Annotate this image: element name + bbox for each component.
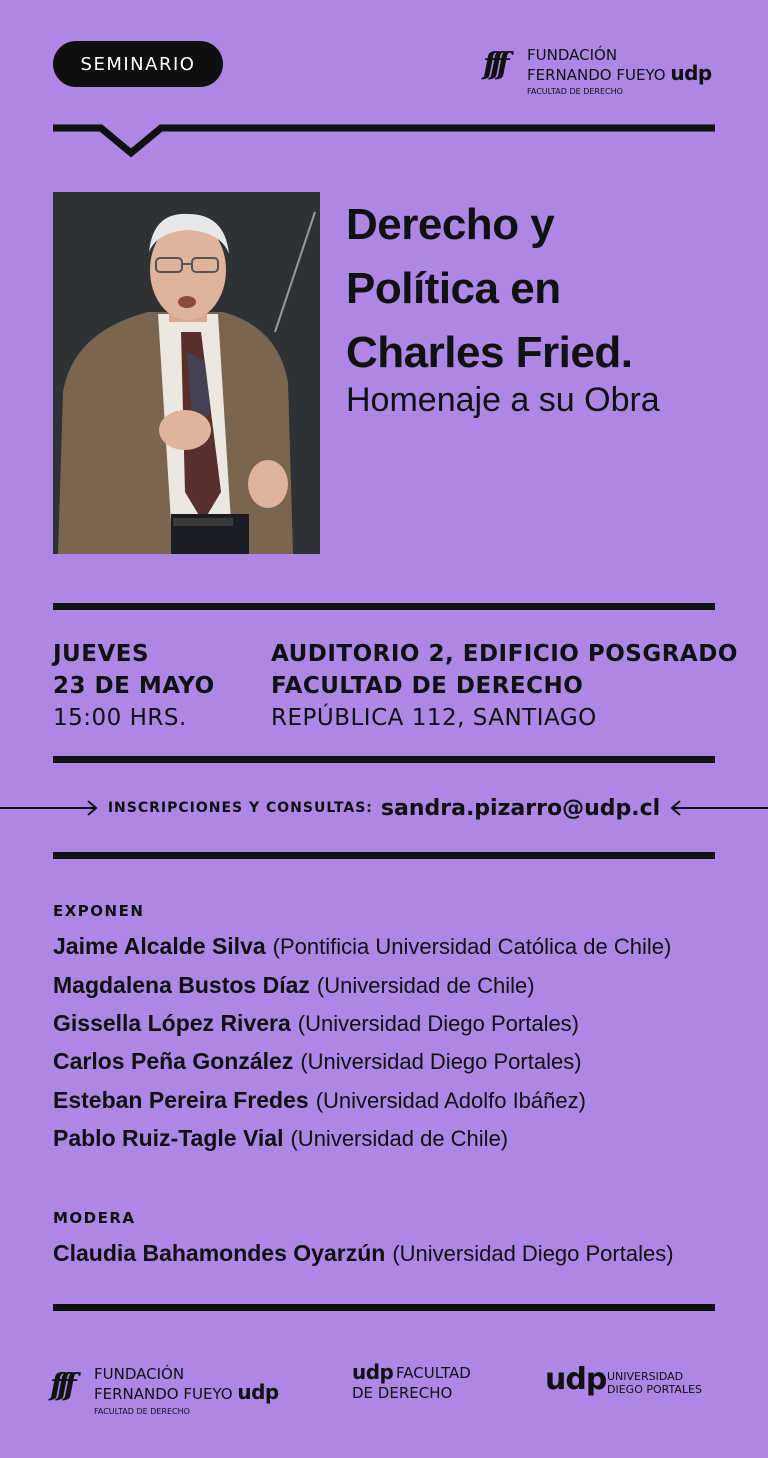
universidad-udp-wordmark: udp <box>545 1362 607 1397</box>
speaker-row <box>53 1048 582 1075</box>
fff-logo-mark: fff <box>483 47 504 82</box>
speaker-affiliation: (Universidad de Chile) <box>316 973 535 998</box>
speaker-row <box>53 972 535 999</box>
event-date: 23 DE MAYO <box>53 673 215 699</box>
divider-3 <box>53 852 715 859</box>
venue-address: REPÚBLICA 112, SANTIAGO <box>271 705 597 731</box>
title-line-3: Charles Fried. <box>346 328 633 377</box>
title-line-1: Derecho y <box>346 200 555 249</box>
event-datetime <box>53 638 215 734</box>
udp-wordmark: udp <box>670 61 712 85</box>
speakers-label: EXPONEN <box>53 902 145 920</box>
event-subtitle: Homenaje a su Obra <box>346 381 660 419</box>
event-day: JUEVES <box>53 641 150 667</box>
venue-line-2: FACULTAD DE DERECHO <box>271 673 584 699</box>
speaker-row <box>53 1125 508 1152</box>
speaker-name: Gissella López Rivera <box>53 1010 291 1036</box>
event-venue <box>271 638 738 734</box>
speaker-affiliation: (Universidad de Chile) <box>290 1126 509 1151</box>
speaker-row <box>53 933 671 960</box>
contact-row <box>0 790 768 826</box>
footer-logo-facultad <box>352 1362 492 1402</box>
speaker-name: Jaime Alcalde Silva <box>53 933 266 959</box>
speaker-name: Carlos Peña González <box>53 1048 294 1074</box>
moderator-row <box>53 1240 674 1267</box>
footer-logo-subline: FACULTAD DE DERECHO <box>94 1407 190 1416</box>
divider-2 <box>53 756 715 763</box>
moderator-label: MODERA <box>53 1209 136 1227</box>
speaker-name: Pablo Ruiz-Tagle Vial <box>53 1125 284 1151</box>
venue-line-1: AUDITORIO 2, EDIFICIO POSGRADO <box>271 641 738 667</box>
footer-logo-line-2-text: FERNANDO FUEYO <box>94 1385 233 1403</box>
footer-udp-wordmark: udp <box>237 1380 279 1404</box>
universidad-line-1: UNIVERSIDAD <box>607 1370 684 1383</box>
speaker-affiliation: (Pontificia Universidad Católica de Chile) <box>272 934 672 959</box>
logo-line-1: FUNDACIÓN <box>527 46 618 64</box>
speaker-name: Esteban Pereira Fredes <box>53 1087 309 1113</box>
speaker-affiliation: (Universidad Adolfo Ibáñez) <box>315 1088 586 1113</box>
footer-logo-line-2 <box>94 1380 279 1404</box>
footer-fff-mark: fff <box>50 1368 71 1403</box>
facultad-line-1: FACULTAD <box>396 1364 471 1382</box>
logo-line-2 <box>527 61 712 85</box>
seminar-tag: SEMINARIO <box>53 41 223 87</box>
universidad-line-2: DIEGO PORTALES <box>607 1383 702 1396</box>
speaker-affiliation: (Universidad Diego Portales) <box>297 1011 580 1036</box>
speaker-photo <box>53 192 320 554</box>
footer-logo-universidad <box>545 1364 725 1404</box>
facultad-udp-wordmark: udp <box>352 1360 394 1384</box>
speaker-name: Magdalena Bustos Díaz <box>53 972 310 998</box>
speaker-row <box>53 1010 579 1037</box>
event-title <box>346 193 746 385</box>
title-line-2: Política en <box>346 264 561 313</box>
facultad-line-2: DE DERECHO <box>352 1384 453 1402</box>
footer-logo-line-1: FUNDACIÓN <box>94 1365 185 1383</box>
speaker-row <box>53 1087 586 1114</box>
divider-4 <box>53 1304 715 1311</box>
speaker-affiliation: (Universidad Diego Portales) <box>300 1049 582 1074</box>
contact-label: INSCRIPCIONES Y CONSULTAS: <box>107 800 373 816</box>
logo-line-2-text: FERNANDO FUEYO <box>527 66 666 84</box>
event-time: 15:00 HRS. <box>53 705 187 731</box>
divider-1 <box>53 603 715 610</box>
header-logo <box>483 44 723 100</box>
contact-email-link[interactable]: sandra.pizarro@udp.cl <box>380 795 661 821</box>
logo-subline: FACULTAD DE DERECHO <box>527 87 623 96</box>
header-rule-notch <box>53 122 715 158</box>
footer-logo-fundacion <box>50 1365 300 1421</box>
moderator-name: Claudia Bahamondes Oyarzún <box>53 1240 386 1266</box>
moderator-affiliation: (Universidad Diego Portales) <box>392 1241 674 1266</box>
